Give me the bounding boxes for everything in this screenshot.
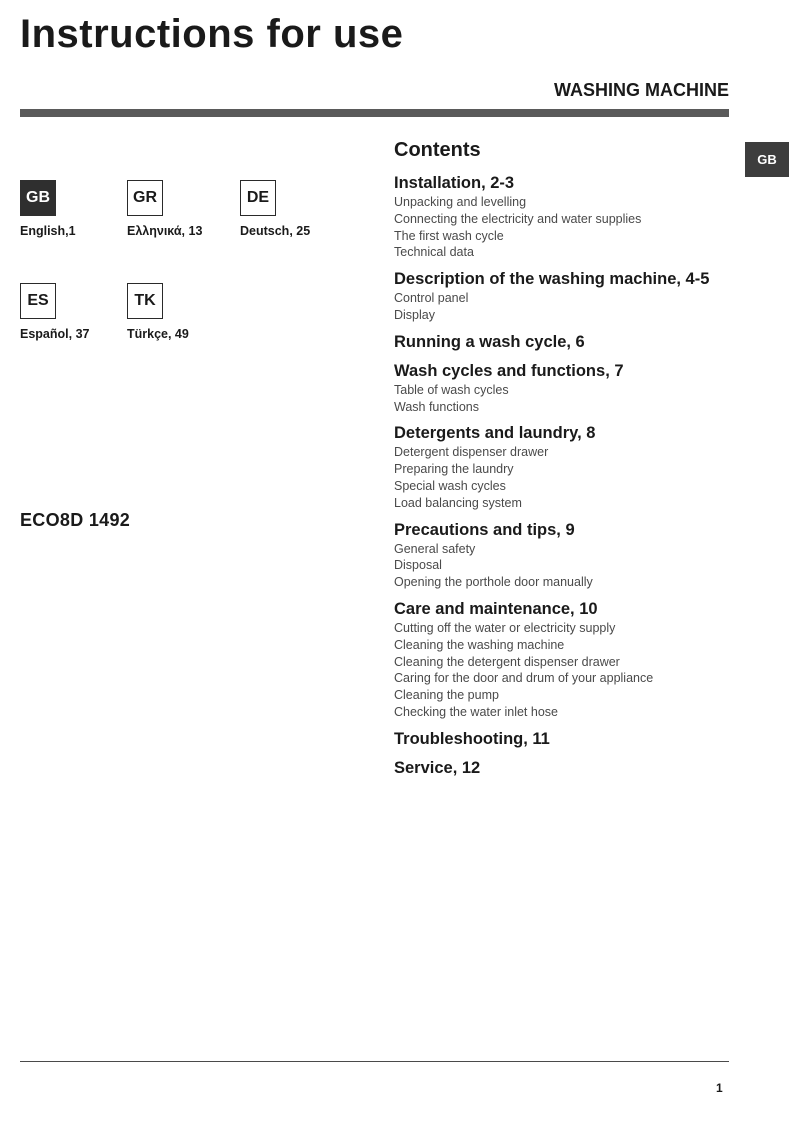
language-code-box[interactable]: TK [127, 283, 163, 319]
toc-item[interactable]: Unpacking and levelling [394, 195, 527, 209]
header-divider [20, 109, 729, 117]
toc-section-heading[interactable]: Service, 12 [394, 758, 481, 777]
toc-item[interactable]: Table of wash cycles [394, 382, 509, 397]
language-option-es[interactable] [20, 283, 130, 341]
toc-section [394, 361, 734, 416]
toc-section-heading[interactable]: Precautions and tips, 9 [394, 520, 575, 539]
toc-section [394, 599, 734, 721]
toc-section [394, 173, 734, 261]
toc-section [394, 729, 734, 750]
toc-item[interactable]: Detergent dispenser drawer [394, 445, 549, 460]
toc-section-heading[interactable]: Troubleshooting, 11 [394, 729, 550, 748]
toc-item[interactable]: The first wash cycle [394, 228, 504, 243]
language-option-de[interactable] [240, 180, 350, 238]
toc-section-heading[interactable]: Description of the washing machine, 4-5 [394, 270, 710, 289]
toc-item[interactable]: Cutting off the water or electricity supply [394, 620, 616, 635]
toc-section-heading[interactable]: Running a wash cycle, 6 [394, 332, 585, 351]
toc-item[interactable]: Checking the water inlet hose [394, 704, 558, 719]
toc-item[interactable]: Preparing the laundry [394, 462, 514, 477]
product-category: WASHING MACHINE [554, 80, 729, 100]
language-label: Español, 37 [20, 327, 90, 341]
toc-item[interactable]: Cleaning the pump [394, 688, 499, 703]
language-label: Ελληνικά, 13 [127, 224, 203, 238]
language-side-tab[interactable]: GB [745, 142, 789, 177]
language-option-gb[interactable] [20, 180, 130, 238]
toc-section-heading[interactable]: Care and maintenance, 10 [394, 599, 598, 618]
toc-section-heading[interactable]: Installation, 2-3 [394, 174, 515, 192]
toc-section [394, 758, 734, 779]
toc-item[interactable]: Cleaning the washing machine [394, 637, 565, 652]
toc-section [394, 269, 734, 324]
language-option-tk[interactable] [127, 283, 237, 341]
toc-section-heading[interactable]: Wash cycles and functions, 7 [394, 361, 624, 380]
language-code-box[interactable]: GB [20, 180, 56, 216]
toc-section [394, 520, 734, 591]
language-label: Türkçe, 49 [127, 327, 189, 341]
language-code-box[interactable]: ES [20, 283, 56, 319]
toc-item[interactable]: Cleaning the detergent dispenser drawer [394, 654, 620, 669]
language-option-gr[interactable] [127, 180, 237, 238]
language-code-box[interactable]: DE [240, 180, 276, 216]
toc-item[interactable]: Special wash cycles [394, 478, 506, 493]
language-label: Deutsch, 25 [240, 224, 311, 238]
toc-item[interactable]: Control panel [394, 291, 469, 306]
toc-item[interactable]: Technical data [394, 245, 474, 260]
toc-section-heading[interactable]: Detergents and laundry, 8 [394, 424, 596, 443]
language-label: English,1 [20, 224, 76, 238]
toc-item[interactable]: Disposal [394, 558, 442, 573]
footer-divider [20, 1061, 729, 1062]
contents-title: Contents [394, 139, 481, 161]
toc-section [394, 423, 734, 511]
toc-item[interactable]: Display [394, 307, 435, 322]
page-title: Instructions for use [20, 12, 404, 56]
table-of-contents [394, 139, 734, 787]
language-code-box[interactable]: GR [127, 180, 163, 216]
toc-item[interactable]: Caring for the door and drum of your appliance [394, 671, 654, 686]
toc-item[interactable]: Wash functions [394, 399, 479, 414]
page-number: 1 [716, 1081, 723, 1095]
toc-item[interactable]: Opening the porthole door manually [394, 575, 593, 590]
toc-item[interactable]: Connecting the electricity and water supplies [394, 211, 642, 226]
toc-item[interactable]: General safety [394, 541, 476, 556]
toc-item[interactable]: Load balancing system [394, 495, 522, 510]
model-number: ECO8D 1492 [20, 510, 131, 530]
toc-section [394, 332, 734, 353]
